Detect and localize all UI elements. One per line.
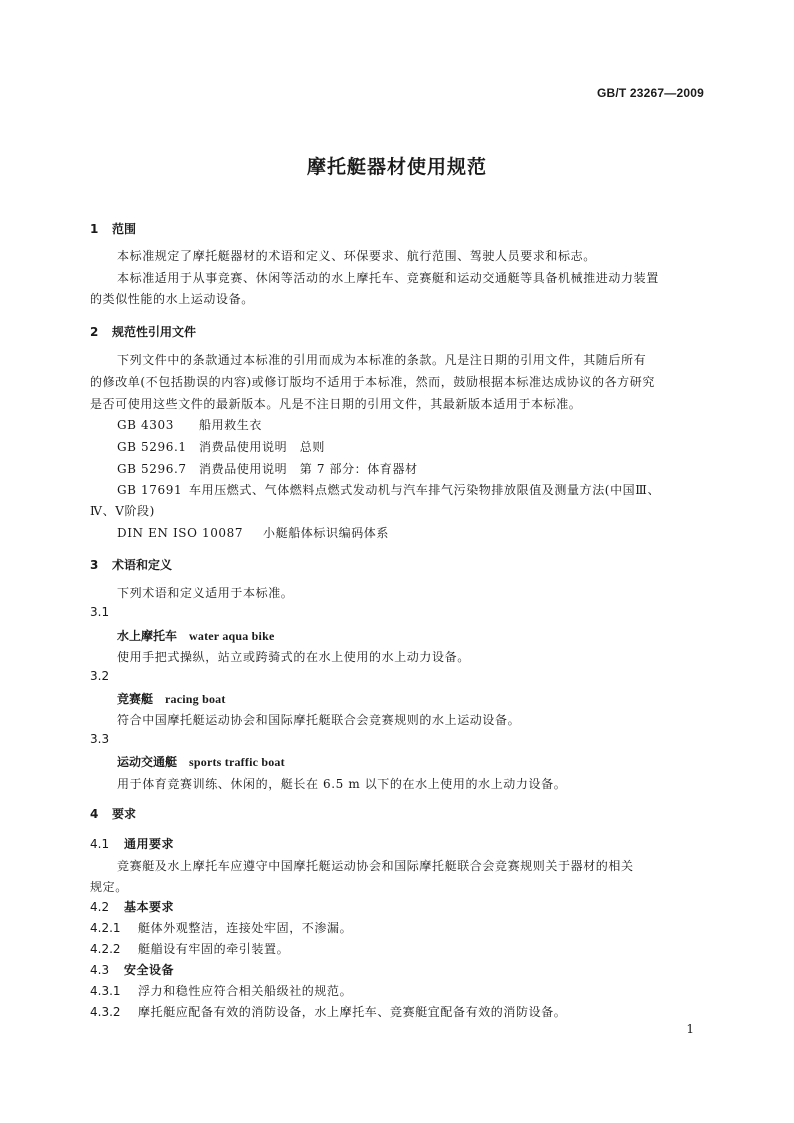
clause-4-3-2: [90, 1003, 566, 1020]
reference-code: GB 5296.1: [117, 440, 187, 454]
term-chinese: 水上摩托车: [117, 629, 178, 643]
term-definition: 使用手把式操纵，站立或跨骑式的在水上使用的水上动力设备。: [117, 650, 470, 664]
reference-code: GB 4303: [117, 418, 174, 432]
clause-4-2-heading: [90, 898, 174, 915]
document-title: 摩托艇器材使用规范: [306, 156, 487, 178]
paragraph: 本标准规定了摩托艇器材的术语和定义、环保要求、航行范围、驾驶人员要求和标志。: [117, 249, 596, 263]
term-heading: [117, 753, 285, 770]
reference-code: GB 5296.7: [117, 462, 187, 476]
paragraph-continuation: 的类似性能的水上运动设备。: [90, 292, 254, 306]
clause-text: 艇艏设有牢固的牵引装置。: [138, 942, 290, 956]
term-english: racing boat: [165, 692, 226, 706]
clause-title: 基本要求: [124, 900, 175, 914]
clause-text: 摩托艇应配备有效的消防设备，水上摩托车、竞赛艇宜配备有效的消防设备。: [138, 1005, 567, 1019]
clause-4-2-1: [90, 919, 352, 936]
reference-title: 小艇船体标识编码体系: [263, 526, 390, 540]
term-definition: 符合中国摩托艇运动协会和国际摩托艇联合会竞赛规则的水上运动设备。: [117, 713, 521, 727]
section-2-heading: [90, 323, 196, 340]
paragraph: 下列文件中的条款通过本标准的引用而成为本标准的条款。凡是注日期的引用文件，其随后所有: [117, 353, 647, 367]
term-english: sports traffic boat: [189, 755, 285, 769]
reference-item: [117, 460, 418, 477]
term-chinese: 竞赛艇: [117, 692, 154, 706]
reference-code: DIN EN ISO 10087: [117, 526, 244, 540]
clause-4-2-2: [90, 940, 289, 957]
paragraph-continuation: 是否可使用这些文件的最新版本。凡是不注日期的引用文件，其最新版本适用于本标准。: [90, 397, 582, 411]
term-number: 3.2: [90, 669, 110, 683]
clause-4-3-1: [90, 982, 352, 999]
term-english: water aqua bike: [189, 629, 275, 643]
paragraph: 下列术语和定义适用于本标准。: [117, 586, 294, 600]
term-number: 3.3: [90, 732, 110, 746]
section-title: 范围: [112, 222, 137, 236]
paragraph: 竞赛艇及水上摩托车应遵守中国摩托艇运动协会和国际摩托艇联合会竞赛规则关于器材的相关: [117, 859, 634, 873]
clause-title: 通用要求: [124, 837, 175, 851]
clause-number: 4.3: [90, 963, 110, 977]
clause-number: 4.3.2: [90, 1005, 121, 1019]
term-definition: 用于体育竞赛训练、休闲的，艇长在 6.5 m 以下的在水上使用的水上动力设备。: [117, 777, 567, 791]
section-number: 3: [90, 558, 99, 572]
section-title: 要求: [112, 807, 137, 821]
reference-item: [117, 524, 389, 541]
reference-title-continuation: Ⅳ、Ⅴ阶段): [90, 504, 155, 518]
reference-item: [117, 438, 325, 455]
term-number: 3.1: [90, 605, 110, 619]
clause-number: 4.3.1: [90, 984, 121, 998]
section-number: 2: [90, 325, 99, 339]
section-number: 4: [90, 807, 99, 821]
reference-item: [117, 481, 660, 498]
section-4-heading: [90, 805, 136, 822]
clause-text: 浮力和稳性应符合相关船级社的规范。: [138, 984, 353, 998]
clause-title: 安全设备: [124, 963, 175, 977]
clause-4-3-heading: [90, 961, 174, 978]
clause-4-1-heading: [90, 835, 174, 852]
clause-number: 4.1: [90, 837, 110, 851]
reference-title: 消费品使用说明 第 7 部分：体育器材: [199, 462, 418, 476]
paragraph-continuation: 规定。: [90, 880, 128, 894]
section-3-heading: [90, 556, 172, 573]
term-heading: [117, 690, 226, 707]
section-title: 规范性引用文件: [112, 325, 197, 339]
clause-number: 4.2.1: [90, 921, 121, 935]
clause-number: 4.2: [90, 900, 110, 914]
clause-text: 艇体外观整洁，连接处牢固，不渗漏。: [138, 921, 353, 935]
reference-title: 车用压燃式、气体燃料点燃式发动机与汽车排气污染物排放限值及测量方法(中国Ⅲ、: [189, 483, 661, 497]
term-heading: [117, 627, 274, 644]
reference-code: GB 17691: [117, 483, 183, 497]
reference-title: 消费品使用说明 总则: [199, 440, 326, 454]
clause-number: 4.2.2: [90, 942, 121, 956]
reference-title: 船用救生衣: [199, 418, 263, 432]
page-number: 1: [686, 1022, 694, 1036]
paragraph-continuation: 的修改单(不包括勘误的内容)或修订版均不适用于本标准，然而，鼓励根据本标准达成协议的各方研究: [90, 375, 655, 389]
section-title: 术语和定义: [112, 558, 173, 572]
paragraph: 本标准适用于从事竞赛、休闲等活动的水上摩托车、竞赛艇和运动交通艇等具备机械推进动力装置: [117, 271, 659, 285]
standard-number: GB/T 23267—2009: [596, 86, 704, 100]
section-1-heading: [90, 220, 136, 237]
reference-item: [117, 416, 262, 433]
section-number: 1: [90, 222, 99, 236]
term-chinese: 运动交通艇: [117, 755, 178, 769]
